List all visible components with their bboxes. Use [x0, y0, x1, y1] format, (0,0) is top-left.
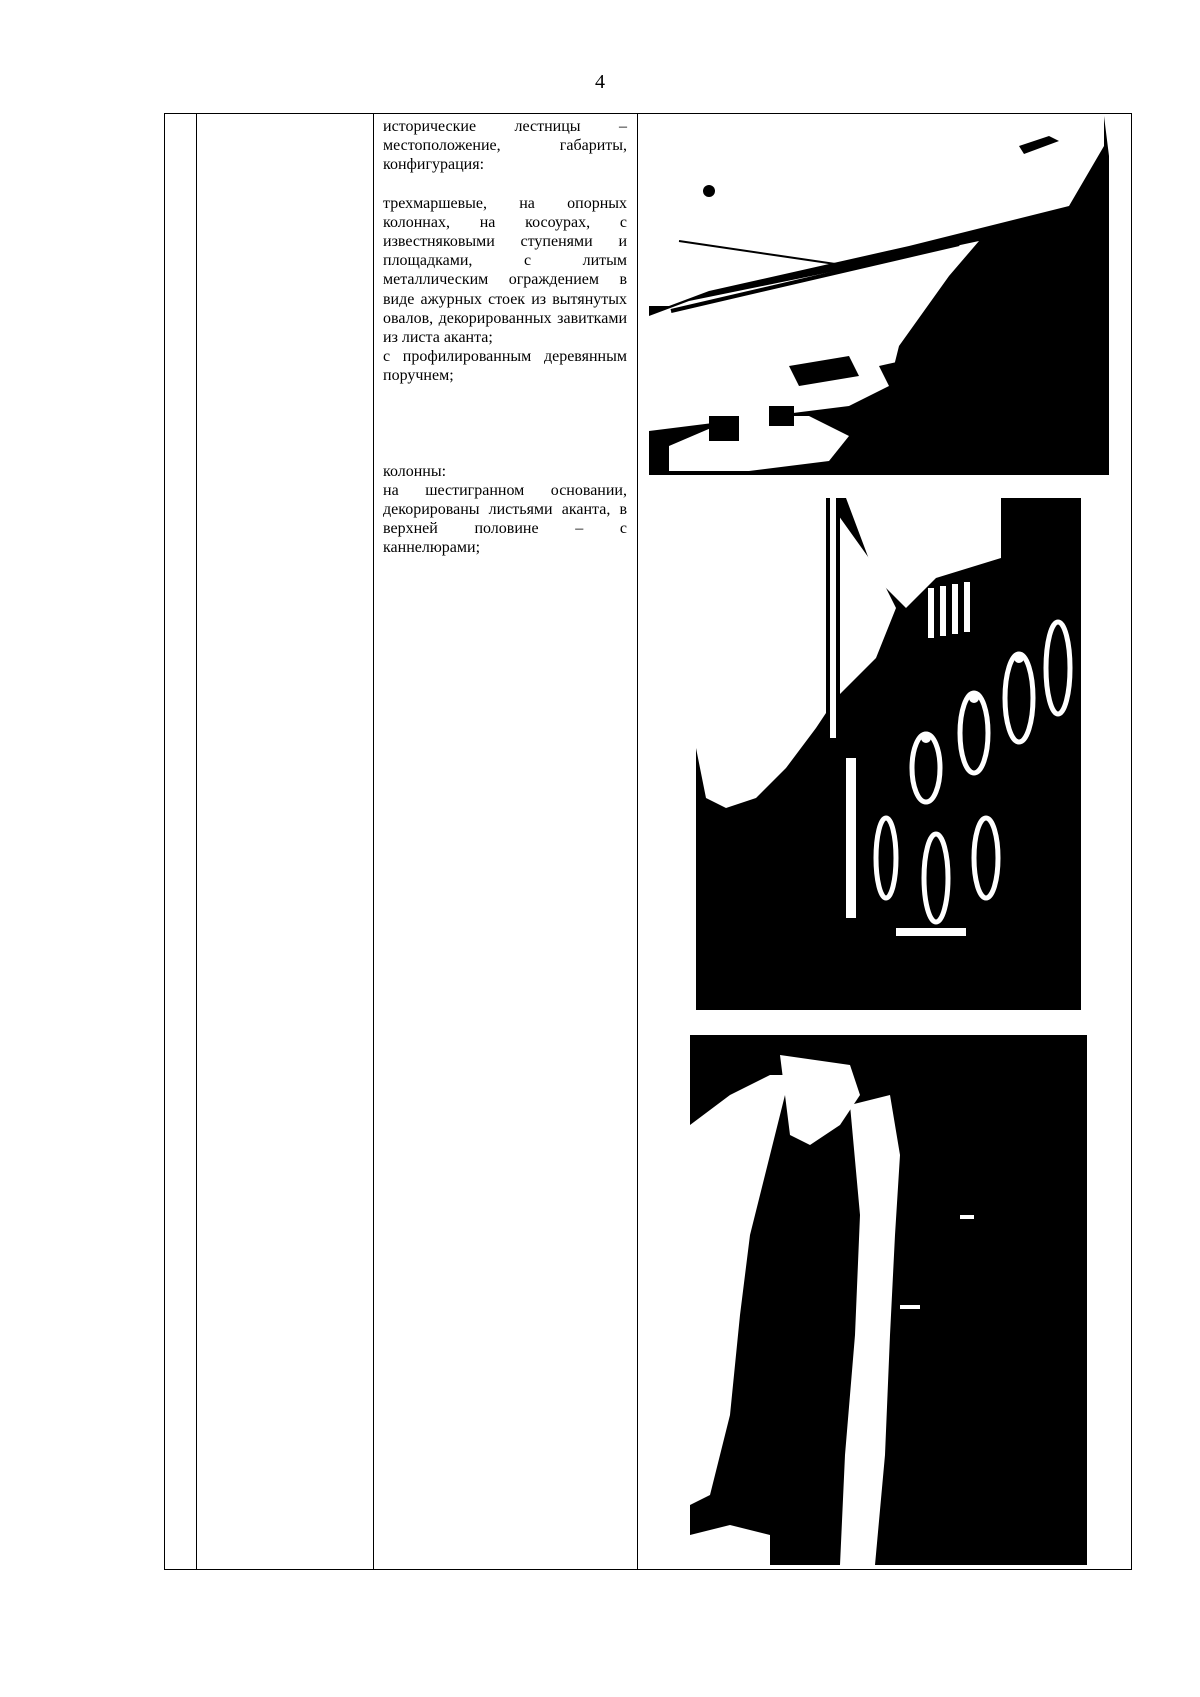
columns-description: на шестигранном основании, декорированы листьями аканта, в верхней половине – с каннелюрами;: [383, 481, 627, 557]
handrail-description: с профилированным деревянным поручнем;: [383, 348, 627, 385]
column-photo: [690, 1035, 1087, 1565]
column-divider-1: [196, 113, 197, 1570]
columns-heading: колонны:: [383, 462, 447, 480]
staircase-heading: исторические лестницы – местоположение, габариты, конфигурация:: [383, 118, 627, 174]
column-divider-3: [637, 113, 638, 1570]
column-divider-2: [373, 113, 374, 1570]
cast-iron-railing-photo: [696, 498, 1081, 1010]
staircase-description: трехмаршевые, на опорных колоннах, на косоурах, с известняковыми ступенями и площадками, с литым металлическим ограждением в виде ажурных стоек из вытянутых овалов, декорированных завитками из листа аканта;: [383, 194, 627, 347]
page-number: 4: [595, 71, 605, 93]
staircase-flight-photo: [649, 116, 1128, 475]
description-cell: [383, 117, 627, 558]
